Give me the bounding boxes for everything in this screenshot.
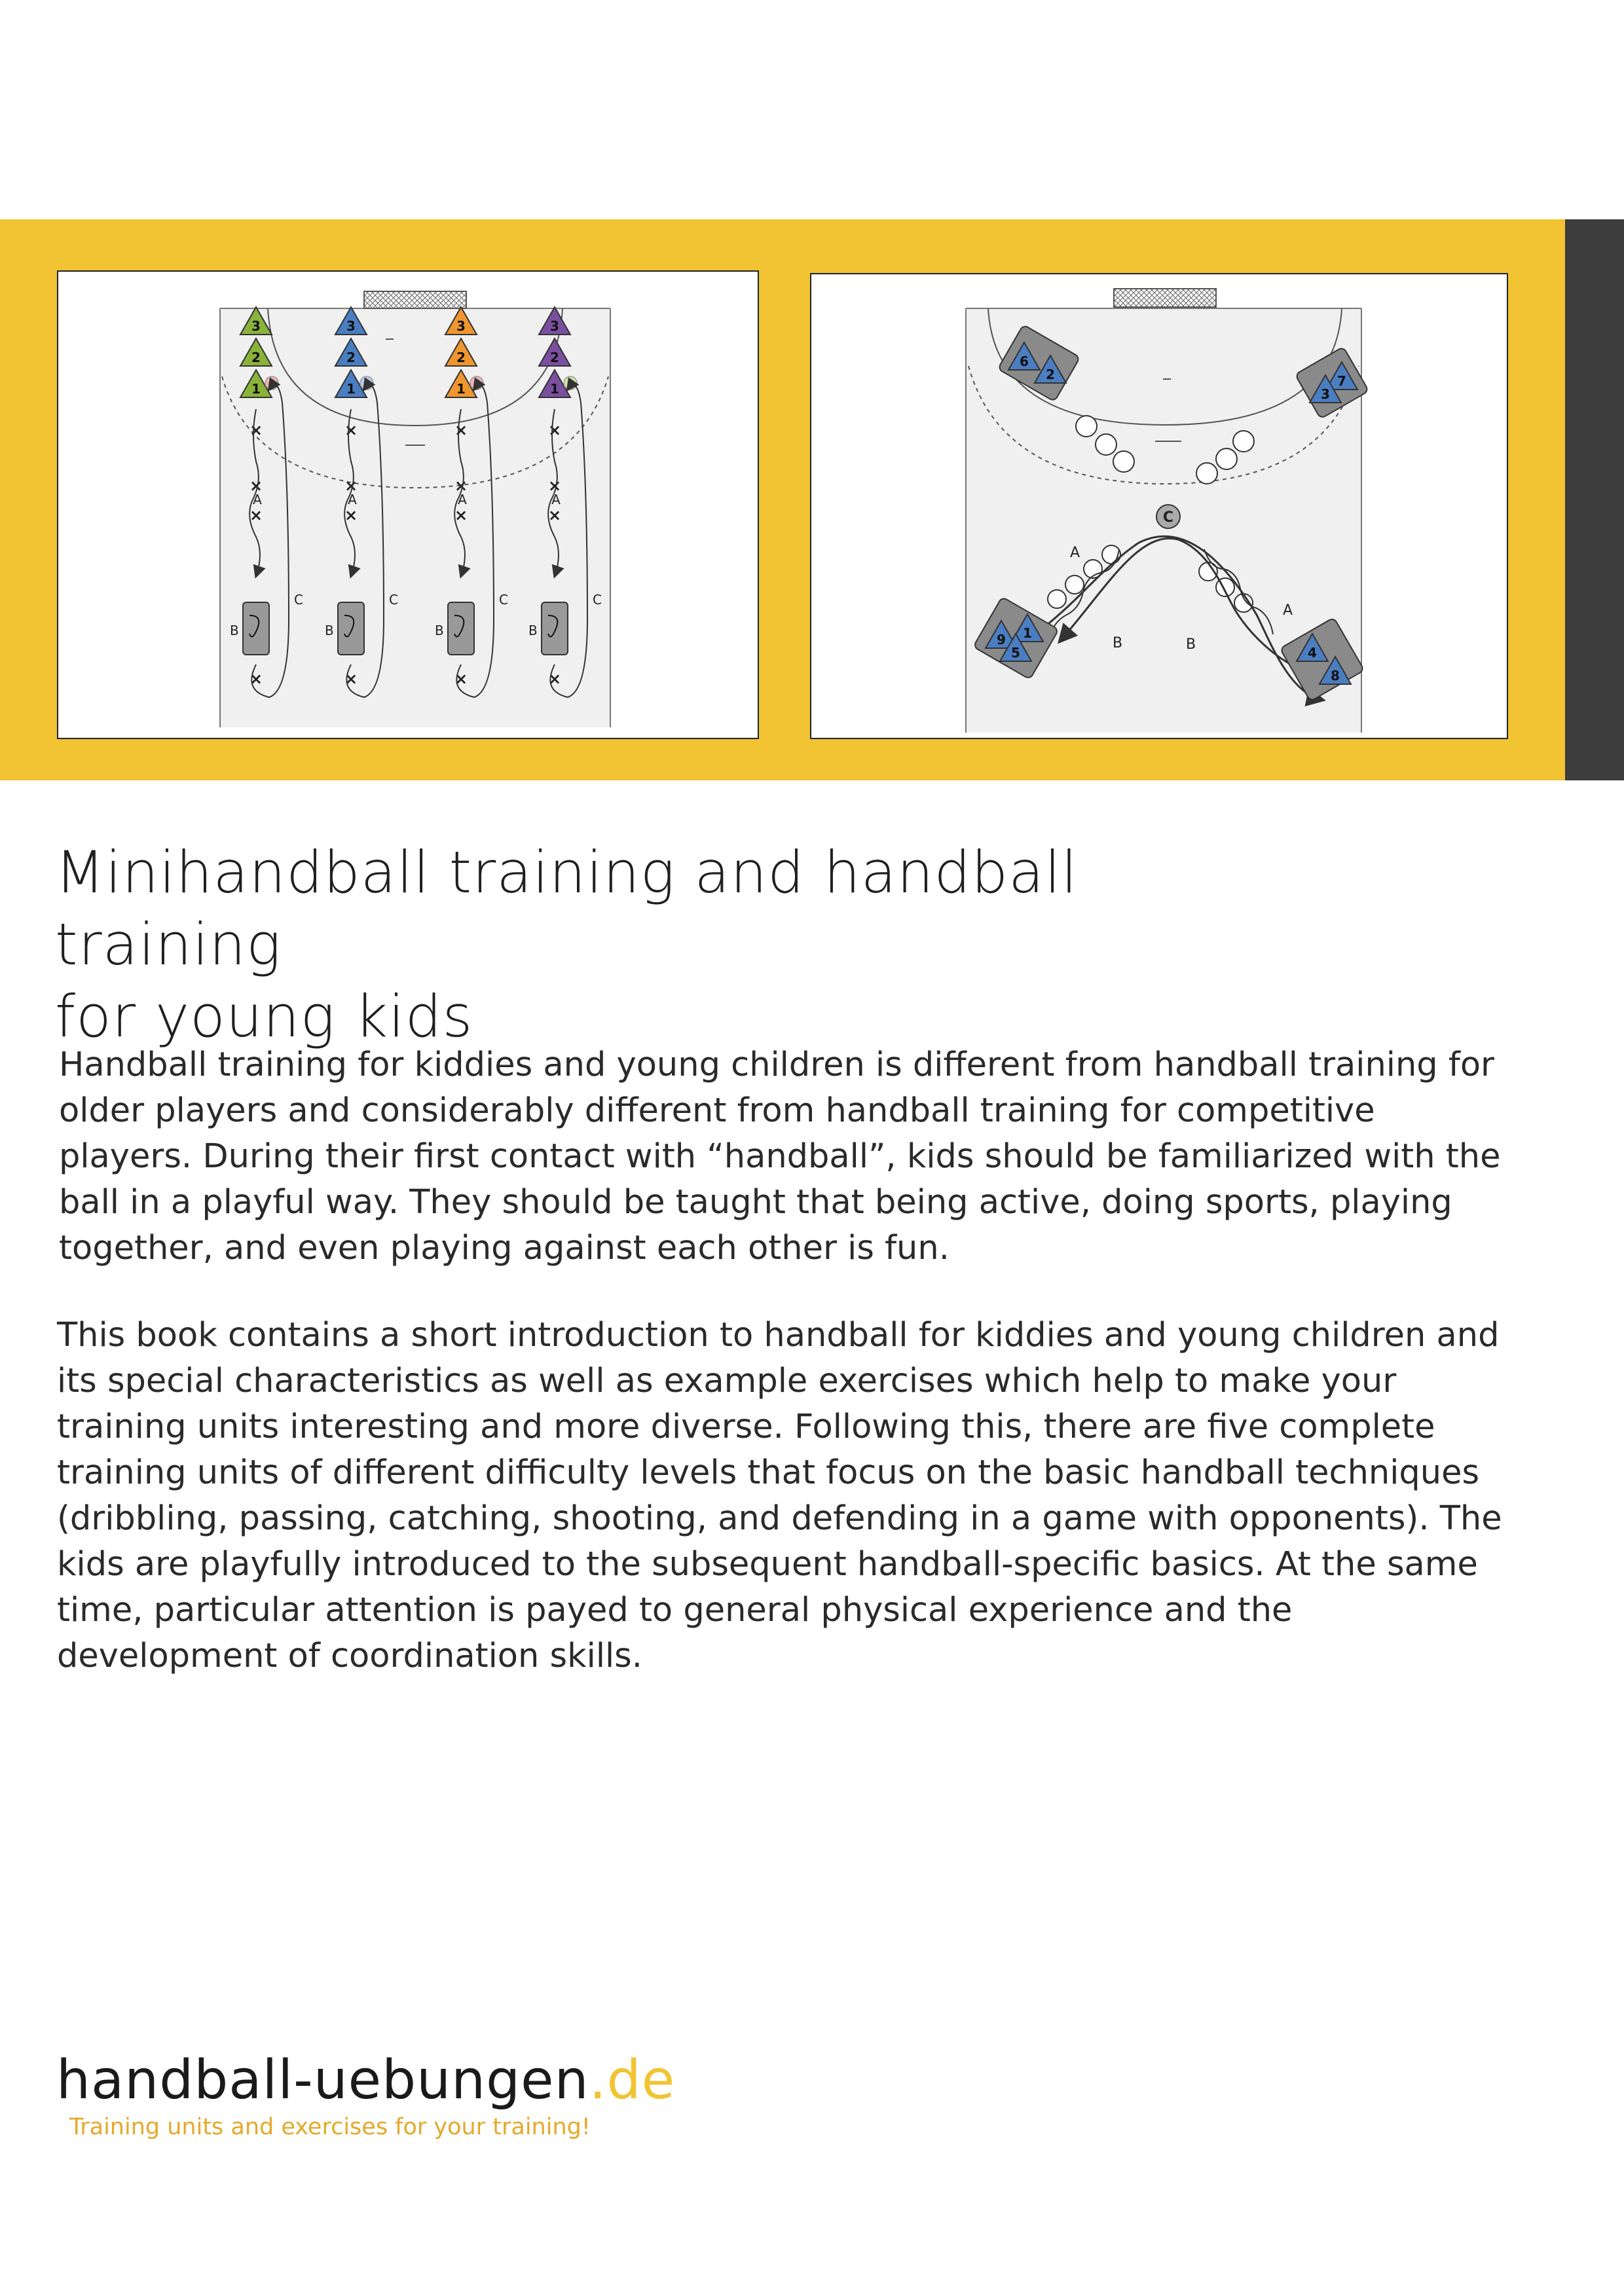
path-label-c: C — [389, 592, 398, 608]
player-9-number: 9 — [997, 632, 1006, 647]
player-7-number: 7 — [1337, 373, 1346, 389]
path-label-c: C — [294, 592, 303, 608]
page-title — [55, 837, 1299, 1053]
handball-crossing-drill-diagram — [811, 274, 1508, 739]
defender-mark: × — [344, 477, 358, 495]
player-6-number: 6 — [1020, 354, 1029, 369]
minihandball-column-drill-diagram — [58, 272, 759, 739]
player-8-number: 8 — [1331, 668, 1340, 683]
box-station — [448, 602, 474, 655]
defender-mark: × — [454, 477, 468, 495]
path-label-a-right: A — [1283, 602, 1293, 619]
defender-mark: × — [344, 670, 358, 688]
box-station — [338, 602, 364, 655]
brand-logo — [56, 2049, 675, 2112]
brand-tagline: Training units and exercises for your training! — [69, 2114, 591, 2140]
path-label-c: C — [593, 592, 602, 608]
defender-mark: × — [547, 506, 562, 524]
brand-tld: .de — [589, 2049, 676, 2111]
path-label-b: B — [230, 623, 239, 638]
title-line-1: Minihandball training and handball training — [55, 839, 1078, 978]
coach-label: C — [1162, 509, 1174, 526]
defender-mark: × — [454, 421, 468, 439]
goal — [364, 291, 466, 308]
path-label-b: B — [435, 623, 444, 638]
brand-name: handball-uebungen — [56, 2049, 589, 2111]
path-label-a-left: A — [1070, 545, 1080, 561]
player-c3-2-number: 2 — [456, 350, 466, 365]
defender-mark: × — [454, 506, 468, 524]
player-c2-3-number: 3 — [346, 318, 356, 334]
player-2-number: 2 — [1046, 367, 1055, 382]
title-line-2: for young kids — [55, 983, 473, 1050]
defender-mark: × — [454, 670, 468, 688]
player-4-number: 4 — [1308, 645, 1317, 661]
ball-icon — [360, 376, 373, 390]
path-label-a: A — [551, 492, 561, 507]
defender-mark: × — [249, 477, 263, 495]
player-c1-1-number: 1 — [251, 381, 261, 397]
defender-mark: × — [547, 421, 562, 439]
player-c4-2-number: 2 — [550, 350, 559, 365]
path-label-a: A — [253, 492, 262, 507]
player-c4-3-number: 3 — [550, 318, 559, 334]
path-label-b: B — [325, 623, 334, 638]
player-c1-2-number: 2 — [251, 350, 261, 365]
player-1-number: 1 — [1023, 625, 1032, 641]
book-contents-paragraph: This book contains a short introduction to handball for kiddies and young children and its special characteristics as well as example exercises which help to make your training units interesting and more diverse. Following this, there are five complete training units of different difficulty levels that focus on the basic handball techniques (dribbling, passing, catching, shooting, and defending in a game with opponents). The kids are playfully introduced to the subsequent handball-specific basics. At the same time, particular attention is payed to general physical experience and the development of coordination skills. — [57, 1316, 1502, 1675]
box-station — [542, 602, 568, 655]
player-c4-1-number: 1 — [550, 381, 559, 397]
path-label-b-left: B — [1113, 635, 1123, 651]
path-label-c: C — [499, 592, 508, 608]
player-c3-1-number: 1 — [456, 381, 466, 397]
ball-icon — [564, 376, 577, 390]
path-label-a: A — [458, 492, 467, 507]
defender-mark: × — [547, 477, 562, 495]
banner-dark-edge — [1565, 219, 1624, 780]
box-station — [243, 602, 269, 655]
ball-icon — [470, 376, 483, 390]
right-diagram-panel — [810, 273, 1508, 739]
path-label-a: A — [348, 492, 357, 507]
left-diagram-panel — [57, 270, 759, 739]
intro-paragraph: Handball training for kiddies and young children is different from handball training for older players and considerably different from handball training for competitive players. During their first contact with “handball”, kids should be familiarized with the ball in a playful way. They should be taught that being active, doing sports, playing together, and even playing against each other is fun. — [59, 1046, 1501, 1267]
player-3-number: 3 — [1321, 386, 1330, 402]
ball-icon — [265, 376, 278, 390]
player-c3-3-number: 3 — [456, 318, 466, 334]
defender-mark: × — [344, 421, 358, 439]
defender-mark: × — [249, 506, 263, 524]
defender-mark: × — [249, 670, 263, 688]
player-5-number: 5 — [1011, 645, 1020, 661]
player-c2-1-number: 1 — [346, 381, 356, 397]
player-c2-2-number: 2 — [346, 350, 356, 365]
path-label-b-right: B — [1186, 636, 1196, 653]
path-label-b: B — [528, 623, 538, 638]
defender-mark: × — [249, 421, 263, 439]
goal — [1114, 289, 1216, 307]
defender-mark: × — [547, 670, 562, 688]
player-c1-3-number: 3 — [251, 318, 261, 334]
defender-mark: × — [344, 506, 358, 524]
